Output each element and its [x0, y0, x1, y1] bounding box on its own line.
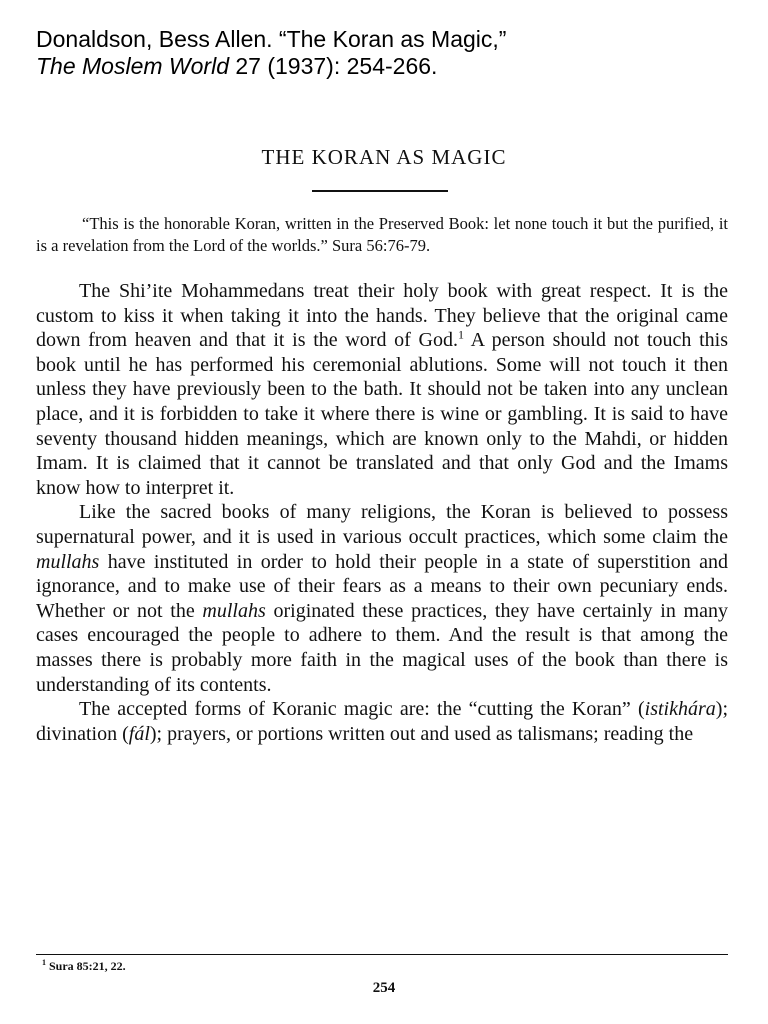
paragraph-2	[36, 500, 728, 697]
term-istikhara: istikhára	[644, 698, 716, 721]
citation-line-2	[36, 53, 736, 80]
footnote-marker: 1	[42, 958, 46, 967]
paragraph-2-part-a: Like the sacred books of many religions, the Koran is believed to possess supernatural power, and it is used in various occult practices, which some claim the	[36, 501, 728, 548]
paragraph-1	[36, 279, 728, 500]
citation-volume: 27 (1937): 254-266.	[228, 53, 438, 79]
citation-header	[36, 26, 736, 80]
footnote-text: Sura 85:21, 22.	[46, 959, 126, 973]
paragraph-3-part-c: ); prayers, or portions written out and used as talismans; reading the	[149, 722, 694, 745]
page-number: 254	[372, 980, 396, 996]
paragraph-1-part-b: A person should not touch this book until he has performed his ceremonial ablutions. Some will not touch it then unless they have previously been to the bath. It should not be taken into any unclean place, and it is forbidden to take it where there is wine or gambling. It is said to have seventy thousand hidden meanings, which are known only to the Mahdi, or hidden Imam. It is claimed that it cannot be translated and that only God and the Imams know how to interpret it.	[36, 329, 728, 499]
paragraph-3-part-a: The accepted forms of Koranic magic are: the “cutting the Koran” (	[79, 698, 645, 721]
citation-line-1: Donaldson, Bess Allen. “The Koran as Magic,”	[36, 26, 507, 52]
paragraph-1-part-a: The Shi’ite Mohammedans treat their holy book with great respect. It is the custom to kiss it when taking it into the hands. They believe that the original came down from heaven and that it is the word of God.	[36, 280, 728, 352]
term-mullahs: mullahs	[36, 550, 100, 573]
journal-name: The Moslem World	[36, 53, 229, 79]
paragraph-2-part-c: originated these practices, they have certainly in many cases encouraged the people to adhere to them. And the result is that among the masses there is probably more faith in the magical uses of the book than there is understanding of its contents.	[36, 599, 728, 696]
paragraph-2-part-b: have instituted in order to hold their people in a state of superstition and ignorance, and to make use of their fears as a means to their own pecuniary ends. Whether or not the	[36, 550, 728, 622]
term-fal: fál	[128, 722, 150, 745]
paragraph-3	[36, 697, 728, 746]
footnote-rule	[36, 954, 728, 955]
footnote	[42, 958, 126, 974]
term-mullahs: mullahs	[202, 599, 266, 622]
epigraph: “This is the honorable Koran, written in the Preserved Book: let none touch it but the purified, it is a revelation from the Lord of the worlds.” Sura 56:76-79.	[36, 214, 728, 255]
title-rule	[312, 190, 448, 192]
paragraph-3-part-b: ); divination (	[36, 698, 728, 745]
article-title: THE KORAN AS MAGIC	[261, 145, 507, 169]
footnote-reference: 1	[457, 327, 464, 342]
article-body	[36, 279, 728, 746]
